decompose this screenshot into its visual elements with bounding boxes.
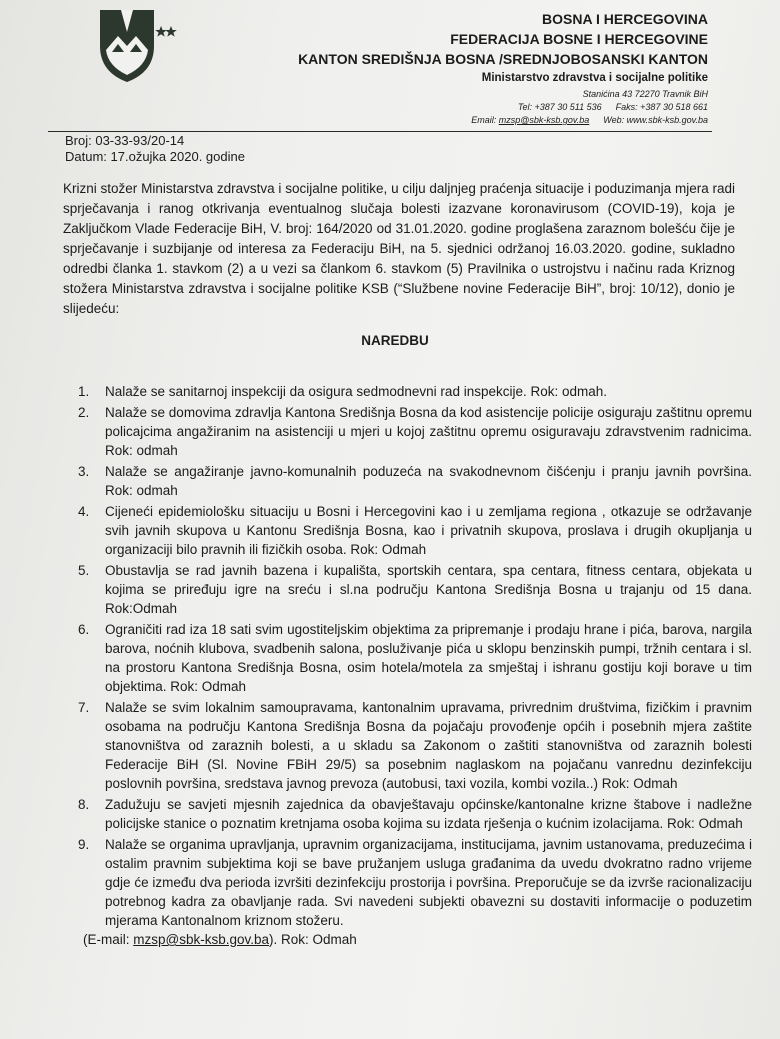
- order-item: [78, 795, 752, 833]
- item-text: Nalaže se domovima zdravlja Kantona Središnja Bosna da kod asistencije policije osiguraju zaštitnu opremu policajcima angažiranim na asistenciji u mjeri u kojoj zaštitnu opremu osiguravaju zdravstvenim radnicima. Rok: odmah: [105, 405, 752, 458]
- letterhead: [298, 9, 708, 127]
- order-list: [78, 382, 752, 951]
- item-text: Nalaže se angažiranje javno-komunalnih poduzeća na svakodnevnom čišćenju i pranju javnih površina. Rok: odmah: [105, 464, 752, 498]
- intro-paragraph: Krizni stožer Ministarstva zdravstva i socijalne politike, u cilju daljnjeg praćenja situacije i poduzimanja mjera radi sprječavanja i ranog otkrivanja eventualnog slučaja bolesti izazvane koronavirusom (COVID-19), koja je Zaključkom Vlade Federacije BiH, V. broj: 164/2020 od 31.01.2020. godine proglašena zaraznom bolešću čije je sprječavanje i suzbijanje od interesa za Federaciju BiH, na 5. sjednici održanoj 16.03.2020. godine, sukladno odredbi članka 1. stavkom (2) a u vezi sa člankom 6. stavkom (5) Pravilnika o ustrojstvu i načinu rada Kriznog stožera Ministarstva zdravstva i socijalne politike KSB (“Službene novine Federacije BiH”, broj: 10/12), donio je slijedeću:: [63, 181, 735, 316]
- item-number: 5.: [78, 563, 90, 578]
- item-number: 2.: [78, 405, 90, 420]
- item-text: Nalaže se sanitarnoj inspekciji da osigura sedmodnevni rad inspekcije. Rok: odmah.: [105, 384, 608, 399]
- order-item: [78, 698, 752, 793]
- item-text: Ograničiti rad iza 18 sati svim ugostiteljskim objektima za pripremanje i prodaju hrane i pića, barova, nargila barova, noćnih klubova, svadbenih salona, posluživanje pića u sklopu benzinskih pumpi, tržnih centara i sl. na prostoru Kantona Središnja Bosna, osim hotela/motela za smještaj i ishranu gostiju koji borave u tim objektima. Rok: Odmah: [105, 622, 752, 694]
- coat-of-arms-icon: [94, 6, 178, 86]
- ministry-name: Ministarstvo zdravstva i socijalne politike: [481, 72, 708, 84]
- item-number: 1.: [78, 384, 90, 399]
- item-number: 4.: [78, 504, 90, 519]
- item-text: Nalaže se svim lokalnim samoupravama, kantonalnim upravama, privrednim društvima, fizičkim i pravnim osobama na području Kantona Središnja Bosna da pojačaju provođenje općih i posebnih mjera zaštite stanovništva od zaraznih bolesti, a u skladu sa Zakonom o zaštiti stanovništva od zaraznih bolesti Federacije BiH (Sl. Novine FBiH 29/5) sa posebnim naglaskom na pojačanu vanrednu dezinfekciju poslovnih površina, sredstava javnog prevoza (autobusi, taxi vozila, kombi vozila..) Rok: Odmah: [105, 700, 752, 791]
- item-number: 6.: [78, 622, 90, 637]
- item-number: 8.: [78, 797, 90, 812]
- order-item: [78, 502, 752, 559]
- email-web-line: [298, 114, 708, 127]
- document-title: NAREDBU: [361, 333, 429, 348]
- item-number: 3.: [78, 464, 90, 479]
- item-text: Zadužuju se savjeti mjesnih zajednica da obavještavaju općinske/kantonalne krizne štabove i nadležne policijske stanice o poznatim kretnjama osoba kojima su izdata rješenja o kućnim izolacijama. Rok: Odmah: [105, 797, 752, 831]
- document-date: Datum: 17.ožujka 2020. godine: [65, 149, 245, 164]
- header-email: mzsp@sbk-ksb.gov.ba: [498, 115, 590, 125]
- phone: Tel: +387 30 511 536: [517, 102, 602, 112]
- canton-name: KANTON SREDIŠNJA BOSNA /SREDNJOBOSANSKI KANTON: [298, 51, 708, 67]
- email-label: Email:: [471, 115, 499, 125]
- email-prefix: (E-mail:: [83, 932, 134, 947]
- phone-fax-line: [298, 101, 708, 114]
- item-text: Obustavlja se rad javnih bazena i kupališta, sportskih centara, spa centara, fitness centara, objekata u kojima se priređuju igre na sreću i sl.na području Kantona Središnja Bosna u trajanju od 15 dana. Rok:Odmah: [105, 563, 752, 616]
- order-item: [78, 403, 752, 460]
- order-item: [78, 382, 752, 401]
- address: Stanićina 43 72270 Travnik BiH: [582, 89, 708, 99]
- website: Web: www.sbk-ksb.gov.ba: [603, 115, 708, 125]
- order-item: [78, 835, 752, 949]
- item-number: 7.: [78, 700, 90, 715]
- fax: Faks: +387 30 518 661: [615, 102, 708, 112]
- item-text: Cijeneći epidemiološku situaciju u Bosni i Hercegovini kao i u zemljama regiona , otkazuje se održavanje svih javnih skupova u Kantonu Središnja Bosna, kao i privatnih skupova, proslava i drugih okupljanja u organizaciji bilo pravnih ili fizičkih osoba. Rok: Odmah: [105, 504, 752, 557]
- reference-block: [65, 133, 245, 165]
- header-divider: [48, 131, 712, 132]
- order-item: [78, 620, 752, 696]
- contact-email-line: [83, 930, 752, 949]
- contact-email: mzsp@sbk-ksb.gov.ba: [133, 932, 270, 947]
- order-item: [78, 462, 752, 500]
- reference-number: Broj: 03-33-93/20-14: [65, 133, 185, 148]
- item-text: Nalaže se organima upravljanja, upravnim organizacijama, institucijama, javnim ustanovama, preduzećima i ostalim pravnim subjektima koji se bave pružanjem usluga građanima da uvedu dvokratno radno vrijeme gdje će između dva perioda izvršiti dezinfekciju prostorija i površina. Preporučuje se da izvrše racionalizaciju potrebnog kadra za obavljanje rada. Svi navedeni subjekti obavezni su dostaviti informacije o poduzetim mjerama Kantonalnom kriznom stožeru.: [105, 837, 752, 928]
- email-suffix: ). Rok: Odmah: [269, 932, 357, 947]
- country-name: BOSNA I HERCEGOVINA: [542, 11, 708, 27]
- order-item: [78, 561, 752, 618]
- federation-name: FEDERACIJA BOSNE I HERCEGOVINE: [450, 31, 708, 47]
- item-number: 9.: [78, 837, 90, 852]
